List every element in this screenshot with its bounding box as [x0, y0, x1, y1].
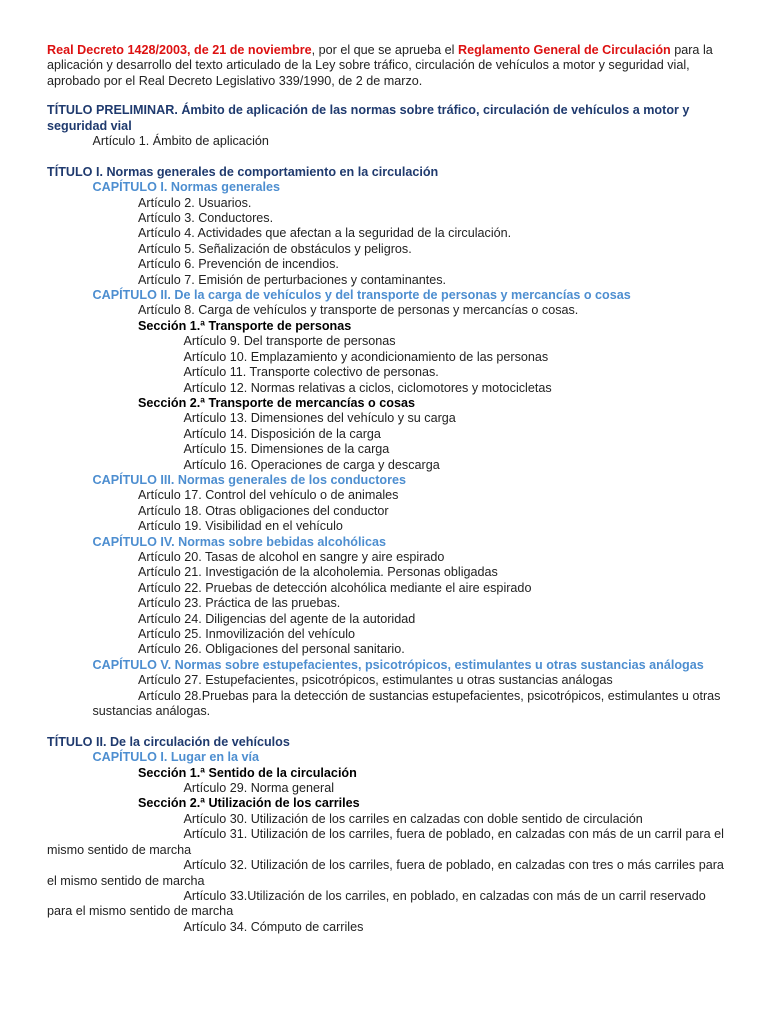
- articulo-line: Artículo 6. Prevención de incendios.: [138, 257, 339, 272]
- articulo-line: Artículo 2. Usuarios.: [138, 195, 252, 210]
- articulo-line: Artículo 12. Normas relativas a ciclos, ciclomotores y motocicletas: [183, 380, 552, 395]
- articulo-line: Artículo 28.Pruebas para la detección de sustancias estupefacientes, psicotrópicos, estimulantes u otras sustancias análogas.: [92, 688, 724, 719]
- articulo-line: Artículo 25. Inmovilización del vehículo: [138, 627, 356, 642]
- articulo-line: Artículo 14. Disposición de la carga: [183, 426, 381, 441]
- articulo-line: Artículo 5. Señalización de obstáculos y peligros.: [138, 241, 412, 256]
- articulo-line: Artículo 9. Del transporte de personas: [183, 334, 396, 349]
- intro-rest-text: para la aplicación y desarrollo del texto articulado de la Ley sobre tráfico, circulación de vehículos a motor y seguridad vial, aprobado por el Real Decreto Legislativo 339/1990, de 2 de marzo.: [47, 43, 713, 88]
- titulo-line: TÍTULO II. De la circulación de vehículos: [47, 734, 290, 749]
- articulo-line: Artículo 1. Ámbito de aplicación: [92, 134, 269, 149]
- articulo-line: Artículo 8. Carga de vehículos y transporte de personas y mercancías o cosas.: [138, 303, 579, 318]
- seccion-line: Sección 1.ª Transporte de personas: [138, 318, 352, 333]
- articulo-line: Artículo 33.Utilización de los carriles, en poblado, en calzadas con más de un carril reservado para el mismo sentido de marcha: [47, 888, 710, 919]
- articulo-line: Artículo 21. Investigación de la alcoholemia. Personas obligadas: [138, 565, 498, 580]
- articulo-line: Artículo 30. Utilización de los carriles en calzadas con doble sentido de circulación: [183, 811, 643, 826]
- capitulo-line: CAPÍTULO II. De la carga de vehículos y del transporte de personas y mercancías o cosas: [92, 288, 631, 303]
- seccion-line: Sección 2.ª Utilización de los carriles: [138, 796, 360, 811]
- seccion-line: Sección 1.ª Sentido de la circulación: [138, 765, 357, 780]
- articulo-line: Artículo 18. Otras obligaciones del conductor: [138, 503, 389, 518]
- articulo-line: Artículo 31. Utilización de los carriles, fuera de poblado, en calzadas con más de un carril para el mismo sentido de marcha: [47, 827, 728, 857]
- capitulo-line: CAPÍTULO IV. Normas sobre bebidas alcohólicas: [92, 534, 386, 549]
- articulo-line: Artículo 29. Norma general: [183, 781, 334, 796]
- articulo-line: Artículo 4. Actividades que afectan a la seguridad de la circulación.: [138, 226, 512, 241]
- articulo-line: Artículo 7. Emisión de perturbaciones y contaminantes.: [138, 272, 447, 287]
- capitulo-line: CAPÍTULO III. Normas generales de los conductores: [92, 472, 407, 487]
- titulo-line: TÍTULO PRELIMINAR. Ámbito de aplicación de las normas sobre tráfico, circulación de vehículos a motor y seguridad vial: [47, 103, 693, 133]
- articulo-line: Artículo 34. Cómputo de carriles: [183, 919, 364, 934]
- articulo-line: Artículo 26. Obligaciones del personal sanitario.: [138, 642, 405, 657]
- articulo-line: Artículo 13. Dimensiones del vehículo y su carga: [183, 411, 456, 426]
- articulo-line: Artículo 3. Conductores.: [138, 211, 274, 226]
- articulo-line: Artículo 24. Diligencias del agente de la autoridad: [138, 611, 416, 626]
- articulo-line: Artículo 15. Dimensiones de la carga: [183, 442, 390, 457]
- articulo-line: Artículo 16. Operaciones de carga y descarga: [183, 457, 440, 472]
- articulo-line: Artículo 32. Utilización de los carriles, fuera de poblado, en calzadas con tres o más carriles para el mismo sentido de marcha: [47, 858, 728, 888]
- reglamento-reference: Reglamento General de Circulación: [457, 43, 671, 57]
- seccion-line: Sección 2.ª Transporte de mercancías o cosas: [138, 395, 415, 410]
- articulo-line: Artículo 20. Tasas de alcohol en sangre y aire espirado: [138, 549, 445, 564]
- capitulo-line: CAPÍTULO I. Lugar en la vía: [92, 750, 260, 765]
- document-page: [47, 43, 729, 935]
- articulo-line: Artículo 23. Práctica de las pruebas.: [138, 596, 341, 611]
- articulo-line: Artículo 27. Estupefacientes, psicotrópicos, estimulantes u otras sustancias análogas: [138, 673, 613, 688]
- titulo-line: TÍTULO I. Normas generales de comportamiento en la circulación: [47, 164, 439, 179]
- articulo-line: Artículo 11. Transporte colectivo de personas.: [183, 365, 439, 380]
- decree-reference: Real Decreto 1428/2003, de 21 de noviembre: [47, 43, 312, 57]
- intro-mid-text: , por el que se aprueba el: [311, 43, 458, 57]
- articulo-line: Artículo 19. Visibilidad en el vehículo: [138, 519, 343, 534]
- articulo-line: Artículo 10. Emplazamiento y acondicionamiento de las personas: [183, 349, 549, 364]
- table-of-contents: [47, 103, 729, 935]
- blank-line: [47, 719, 729, 734]
- capitulo-line: CAPÍTULO I. Normas generales: [92, 180, 281, 195]
- capitulo-line: CAPÍTULO V. Normas sobre estupefacientes, psicotrópicos, estimulantes u otras sustancias análogas: [92, 657, 704, 672]
- articulo-line: Artículo 17. Control del vehículo o de animales: [138, 488, 399, 503]
- intro-paragraph: [47, 43, 729, 89]
- blank-line: [47, 149, 729, 164]
- articulo-line: Artículo 22. Pruebas de detección alcohólica mediante el aire espirado: [138, 580, 532, 595]
